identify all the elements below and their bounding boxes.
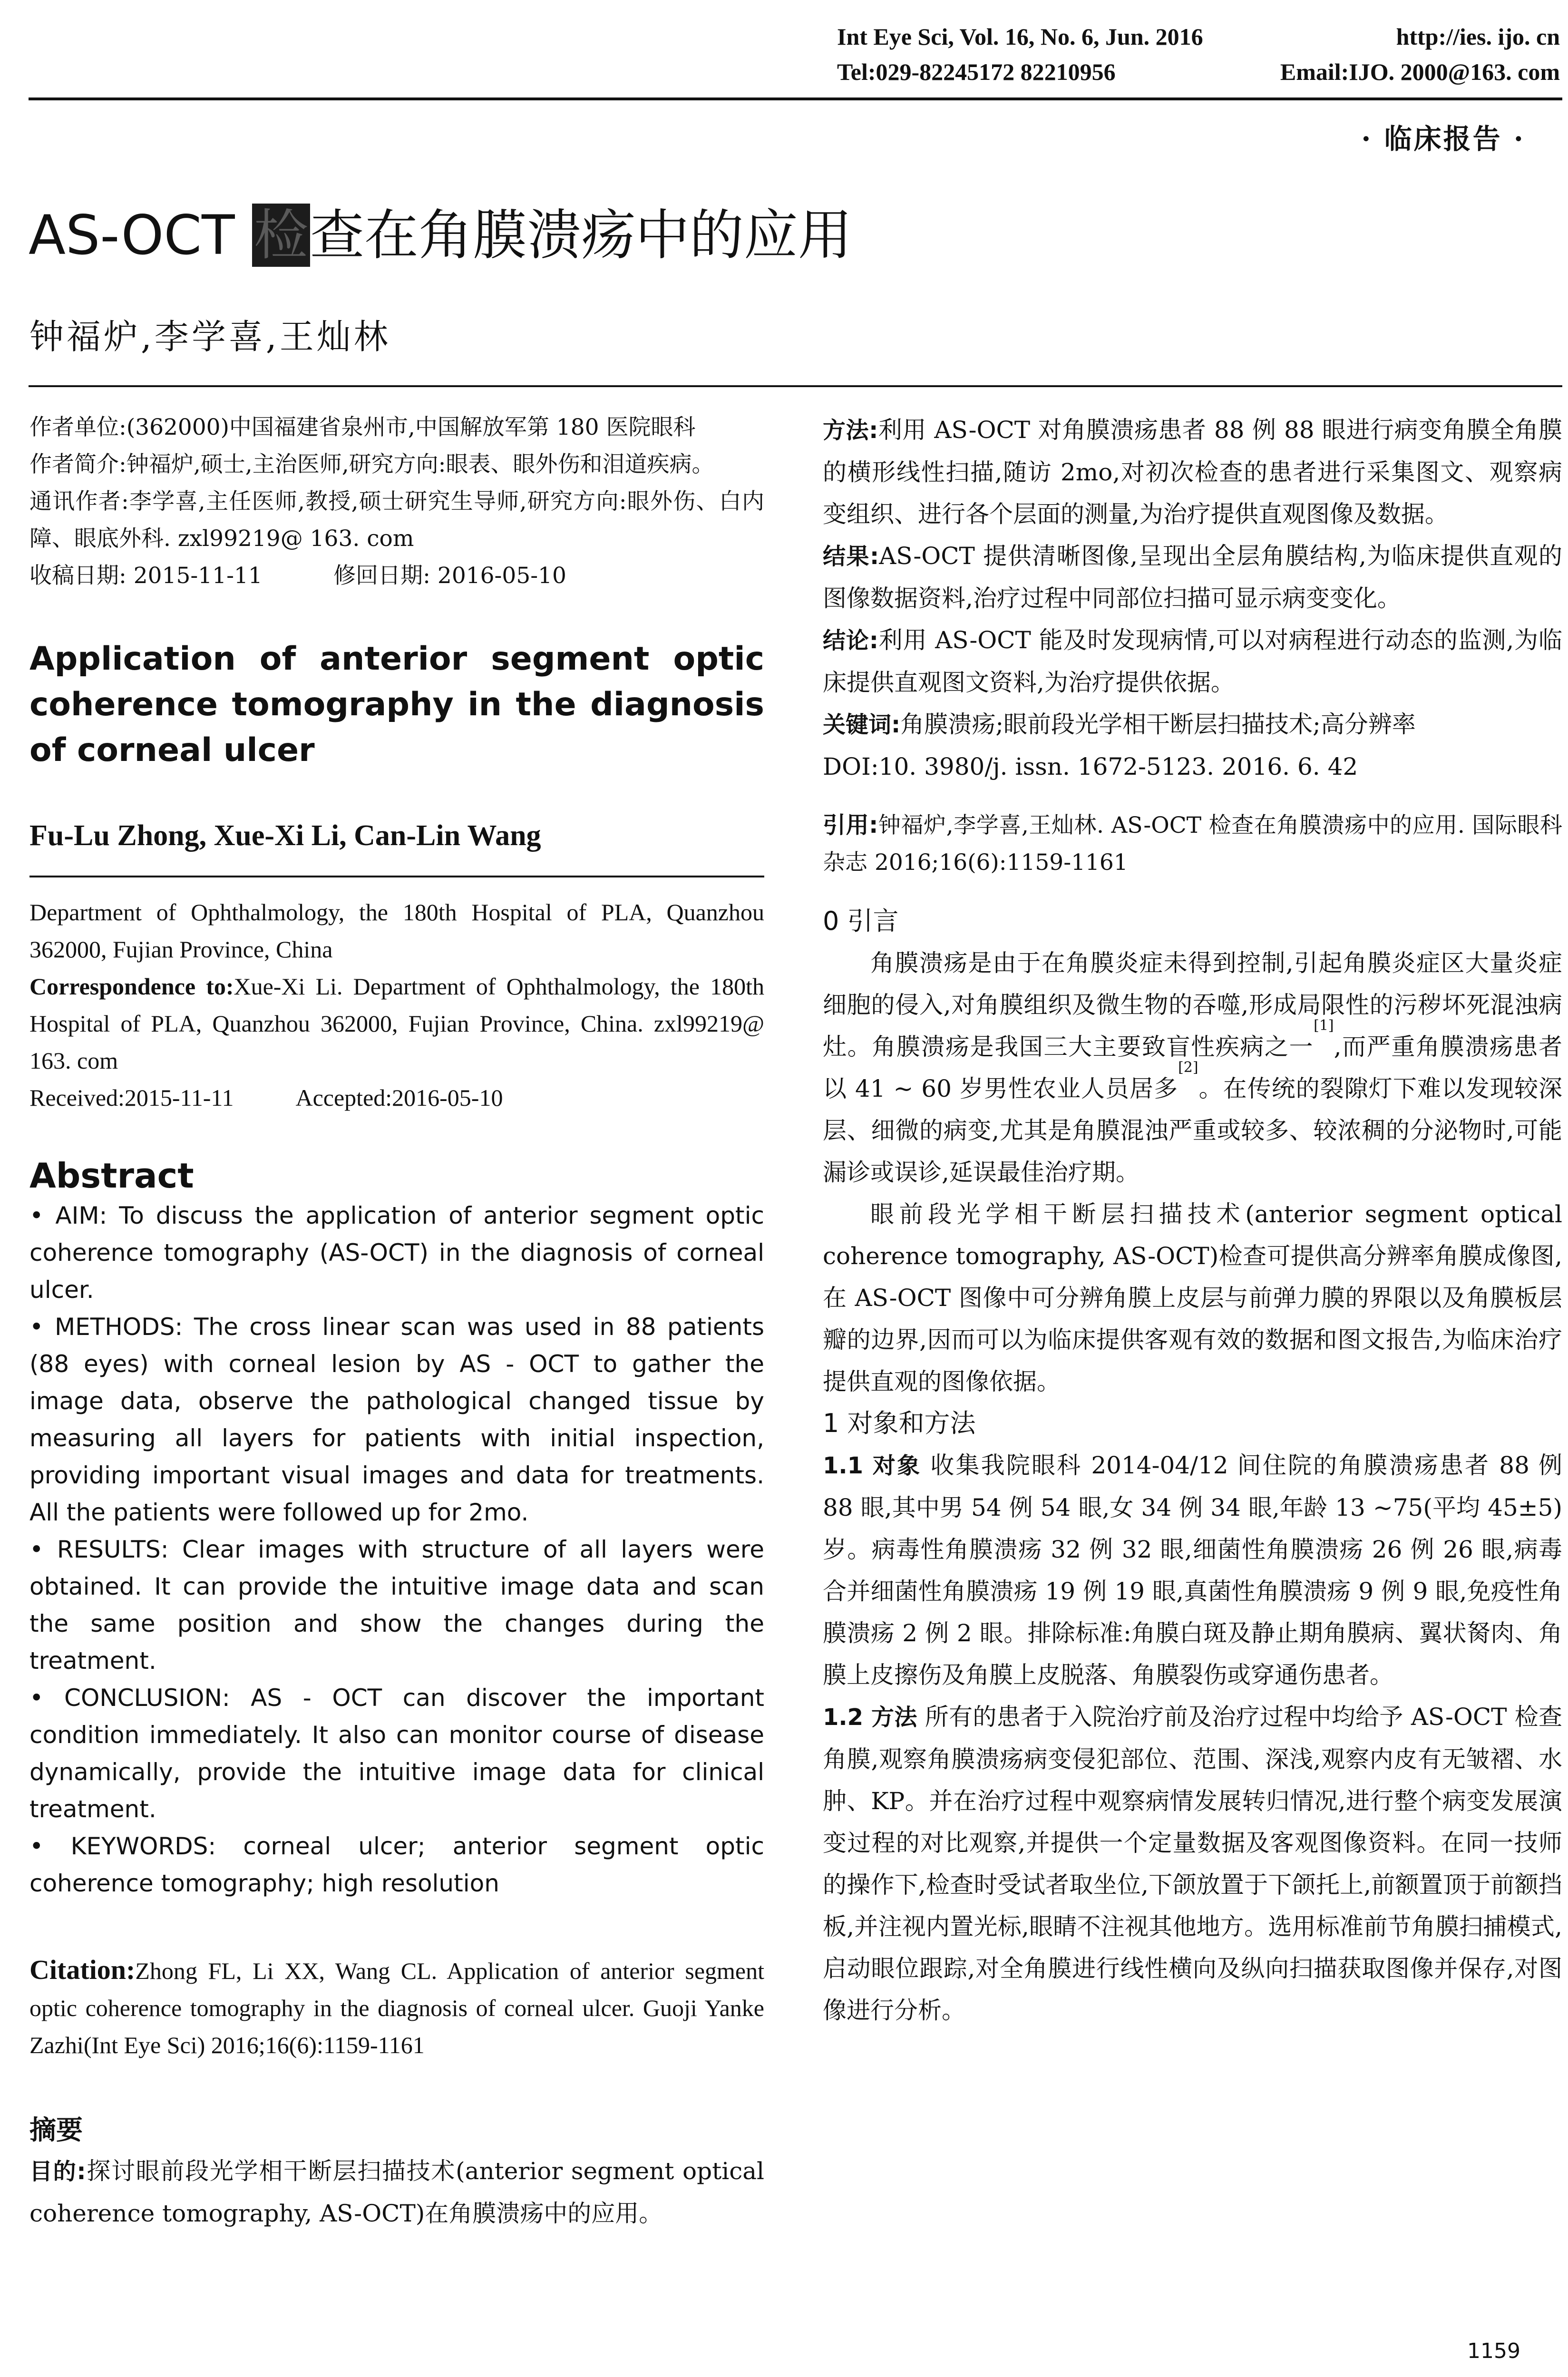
cn-abstract-heading: 摘要 — [29, 2115, 83, 2146]
keywords-label: 关键词: — [823, 711, 901, 738]
dates-cn: 收稿日期: 2015-11-11 修回日期: 2016-05-10 — [29, 563, 566, 589]
section-1-heading: 1 对象和方法 — [823, 1408, 976, 1438]
section-1-2 — [823, 1696, 1562, 2031]
ref-2[interactable]: [2] — [1178, 1059, 1198, 1076]
ref-1[interactable]: [1] — [1314, 1017, 1334, 1034]
intro-p1-part-c: 。在传统的裂隙灯下难以发现较深层、细微的病变,尤其是角膜混浊严重或较多、较浓稠的分泌物时,可能漏诊或误诊,延误最佳治疗期。 — [823, 1075, 1562, 1186]
english-title: Application of anterior segment optic coherence tomography in the diagnosis of corneal ulcer — [29, 640, 764, 769]
cn-abstract-conclusion — [823, 619, 1562, 703]
section-1-2-label: 1.2 方法 — [823, 1704, 917, 1731]
cn-citation — [823, 807, 1562, 881]
received-date: Received:2015-11-11 — [29, 1084, 234, 1111]
author-bio-cn: 作者简介:钟福炉,硕士,主治医师,研究方向:眼表、眼外伤和泪道疾病。 — [29, 451, 714, 477]
accepted-date: Accepted:2016-05-10 — [295, 1084, 503, 1111]
abstract-aim: • AIM: To discuss the application of anterior segment optic coherence tomography (AS-OCT) in the diagnosis of corneal ulcer. — [29, 1202, 764, 1304]
keywords-text: 角膜溃疡;眼前段光学相干断层扫描技术;高分辨率 — [900, 711, 1416, 738]
title-highlighted-char: 检 — [252, 204, 310, 267]
results-label: 结果: — [823, 543, 879, 570]
page-number: 1159 — [1467, 2339, 1520, 2363]
cn-abstract-aim — [29, 2150, 764, 2234]
title-divider — [29, 385, 1562, 387]
results-text: AS-OCT 提供清晰图像,呈现出全层角膜结构,为临床提供直观的图像数据资料,治疗过程中同部位扫描可显示病变变化。 — [823, 542, 1562, 612]
abstract-conclusion: • CONCLUSION: AS - OCT can discover the important condition immediately. It also can monitor course of disease dynamically, provide the intuitive image data for clinical treatment. — [29, 1684, 764, 1823]
methods-label: 方法: — [823, 417, 878, 444]
citation-text: Zhong FL, Li XX, Wang CL. Application of anterior segment optic coherence tomography in the diagnosis of corneal ulcer. Guoji Yanke Zazhi(Int Eye Sci) 2016;16(6):1159-1161 — [29, 1958, 764, 2058]
aim-label: 目的: — [29, 2158, 86, 2185]
page-title — [29, 200, 852, 271]
citation-label: Citation: — [29, 1954, 136, 1985]
correspondence-label: Correspondence to: — [29, 973, 234, 1000]
cn-abstract-methods — [823, 409, 1562, 535]
title-prefix: AS-OCT — [29, 204, 252, 267]
title-rest: 查在角膜溃疡中的应用 — [310, 204, 852, 267]
english-citation — [29, 1951, 764, 2064]
abstract-keywords: • KEYWORDS: corneal ulcer; anterior segment optic coherence tomography; high resolution — [29, 1832, 764, 1897]
section-1-1-text: 收集我院眼科 2014-04/12 间住院的角膜溃疡患者 88 例 88 眼,其中男 54 例 54 眼,女 34 例 34 眼,年龄 13 ~75(平均 45±5)岁。病毒性角膜溃疡 32 例 32 眼,细菌性角膜溃疡 26 例 26 眼,病毒合并细菌性角膜溃疡 19 例 19 眼,真菌性角膜溃疡 9 例 9 眼,免疫性角膜溃疡 2 例 2 眼。排除标准:角膜白斑及静止期角膜病、翼状胬肉、角膜上皮擦伤及角膜上皮脱落、角膜裂伤或穿通伤患者。 — [823, 1452, 1562, 1689]
cn-keywords — [823, 703, 1562, 746]
conclusion-label: 结论: — [823, 627, 878, 654]
authors-cn: 钟福炉,李学喜,王灿林 — [29, 317, 391, 357]
intro-p1-part-a: 角膜溃疡是由于在角膜炎症未得到控制,引起角膜炎症区大量炎症细胞的侵入,对角膜组织及微生物的吞噬,形成局限性的污秽坏死混浊病灶。角膜溃疡是我国三大主要致盲性疾病之一 — [823, 949, 1562, 1061]
english-authors: Fu-Lu Zhong, Xue-Xi Li, Can-Lin Wang — [29, 819, 764, 877]
abstract-heading: Abstract — [29, 1156, 194, 1196]
cn-abstract-results — [823, 535, 1562, 619]
correspondence-text: Xue-Xi Li. Department of Ophthalmology, the 180th Hospital of PLA, Quanzhou 362000, Fujian Province, China. zxl99219@ 163. com — [29, 973, 764, 1074]
corresponding-author-cn: 通讯作者:李学喜,主任医师,教授,硕士研究生导师,研究方向:眼外伤、白内障、眼底外科. zxl99219@ 163. com — [29, 488, 764, 552]
left-column — [29, 409, 764, 2234]
methods-text: 利用 AS-OCT 对角膜溃疡患者 88 例 88 眼进行病变角膜全角膜的横形线性扫描,随访 2mo,对初次检查的患者进行采集图文、观察病变组织、进行各个层面的测量,为治疗提供直观图像及数据。 — [823, 416, 1562, 528]
cite-text: 钟福炉,李学喜,王灿林. AS-OCT 检查在角膜溃疡中的应用. 国际眼科杂志 2016;16(6):1159-1161 — [823, 812, 1562, 876]
right-column — [823, 409, 1562, 2031]
intro-paragraph-1 — [823, 942, 1562, 1193]
author-affiliation-cn: 作者单位:(362000)中国福建省泉州市,中国解放军第 180 医院眼科 — [29, 414, 696, 440]
correspondence — [29, 968, 764, 1079]
aim-text: 探讨眼前段光学相干断层扫描技术(anterior segment optical coherence tomography, AS-OCT)在角膜溃疡中的应用。 — [29, 2157, 764, 2227]
journal-header — [837, 19, 1560, 89]
abstract-methods: • METHODS: The cross linear scan was used in 88 patients (88 eyes) with corneal lesion by AS - OCT to gather the image data, observe the pathological changed tissue by measuring all layers for patients with initial inspection, providing important visual images and data for treatments. All the patients were followed up for 2mo. — [29, 1313, 764, 1526]
conclusion-text: 利用 AS-OCT 能及时发现病情,可以对病程进行动态的监测,为临床提供直观图文资料,为治疗提供依据。 — [823, 626, 1562, 696]
header-divider — [29, 97, 1562, 100]
english-dates — [29, 1079, 764, 1116]
abstract-results: • RESULTS: Clear images with structure of all layers were obtained. It can provide the intuitive image data and scan the same position and show the changes during the treatment. — [29, 1536, 764, 1675]
journal-email[interactable]: Email:IJO. 2000@163. com — [1280, 58, 1560, 85]
cite-label: 引用: — [823, 812, 878, 838]
section-1-2-text: 所有的患者于入院治疗前及治疗过程中均给予 AS-OCT 检查角膜,观察角膜溃疡病变侵犯部位、范围、深浅,观察内皮有无皱褶、水肿、KP。并在治疗过程中观察病情发展转归情况,进行整个病变发展演变过程的对比观察,并提供一个定量数据及客观图像资料。在同一技师的操作下,检查时受试者取坐位,下颌放置于下颌托上,前额置顶于前额挡板,并注视内置光标,眼睛不注视其他地方。选用标准前节角膜扫捕模式,启动眼位跟踪,对全角膜进行线性横向及纵向扫描获取图像并保存,对图像进行分析。 — [823, 1703, 1562, 2024]
section-tag: · 临床报告 · — [1361, 123, 1525, 155]
journal-citation: Int Eye Sci, Vol. 16, No. 6, Jun. 2016 — [837, 23, 1203, 50]
journal-tel: Tel:029-82245172 82210956 — [837, 58, 1116, 85]
intro-p1-part-b: ,而严重角膜溃疡患者以 41 ~ 60 岁男性农业人员居多 — [823, 1033, 1562, 1102]
section-1-1 — [823, 1444, 1562, 1696]
journal-url[interactable]: http://ies. ijo. cn — [1396, 23, 1560, 50]
section-1-1-label: 1.1 对象 — [823, 1452, 922, 1479]
doi: DOI:10. 3980/j. issn. 1672-5123. 2016. 6. 42 — [823, 753, 1358, 780]
english-affiliation: Department of Ophthalmology, the 180th Hospital of PLA, Quanzhou 362000, Fujian Province, China — [29, 899, 764, 963]
intro-paragraph-2: 眼前段光学相干断层扫描技术(anterior segment optical coherence tomography, AS-OCT)检查可提供高分辨率角膜成像图,在 AS-OCT 图像中可分辨角膜上皮层与前弹力膜的界限以及角膜板层瓣的边界,因而可以为临床提供客观有效的数据和图文报告,为临床治疗提供直观的图像依据。 — [823, 1200, 1562, 1395]
intro-heading: 0 引言 — [823, 906, 899, 936]
